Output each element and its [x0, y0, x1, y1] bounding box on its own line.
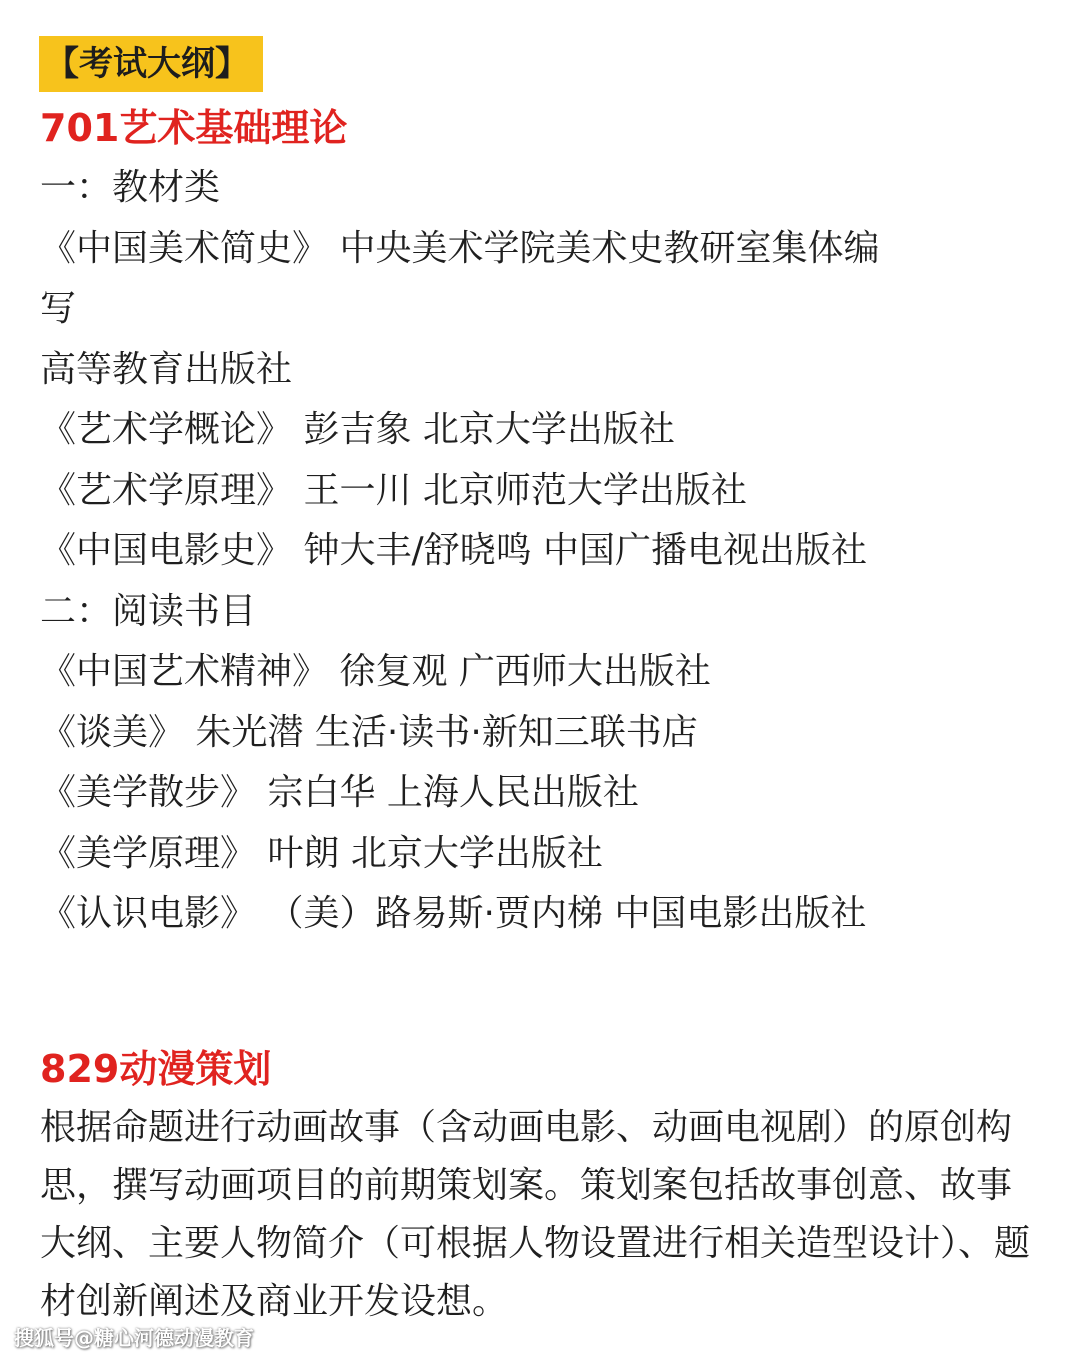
- book-entry: 《艺术学概论》 彭吉象 北京大学出版社: [40, 409, 675, 450]
- book-entry: 《美学原理》 叶朗 北京大学出版社: [40, 832, 603, 874]
- book-entry: 《美学散步》 宗白华 上海人民出版社: [40, 772, 639, 813]
- section-title-701: 701艺术基础理论: [40, 106, 348, 150]
- category-reading-list: 二：阅读书目: [40, 590, 257, 632]
- book-entry: 《中国艺术精神》 徐复观 广西师大出版社: [40, 651, 711, 692]
- book-entry: 《中国美术简史》 中央美术学院美术史教研室集体编: [40, 227, 880, 269]
- book-entry: 《中国电影史》 钟大丰/舒晓鸣 中国广播电视出版社: [40, 530, 868, 571]
- section-spacer: [40, 945, 1050, 1039]
- book-publisher: 高等教育出版社: [40, 348, 293, 390]
- category-textbooks: 一：教材类: [40, 167, 221, 208]
- exam-outline-tag: 【考试大纲】: [39, 36, 263, 92]
- section-description: 根据命题进行动画故事（含动画电影、动画电视剧）的原创构思，撰写动画项目的前期策划案。策划案包括故事创意、故事大纲、主要人物简介（可根据人物设置进行相关造型设计）、题材创新阐述及商业开发设想。: [40, 1106, 1031, 1322]
- book-entry: 《认识电影》 （美）路易斯·贾内梯 中国电影出版社: [40, 893, 867, 934]
- book-entry: 《谈美》 朱光潜 生活·读书·新知三联书店: [40, 711, 698, 753]
- section-title-829: 829动漫策划: [40, 1046, 272, 1091]
- book-entry: 《艺术学原理》 王一川 北京师范大学出版社: [40, 469, 747, 511]
- book-entry-continued: 写: [40, 288, 77, 329]
- content-body: [40, 98, 1050, 1331]
- watermark: 搜狐号@糖心河德动漫教育: [14, 1326, 254, 1350]
